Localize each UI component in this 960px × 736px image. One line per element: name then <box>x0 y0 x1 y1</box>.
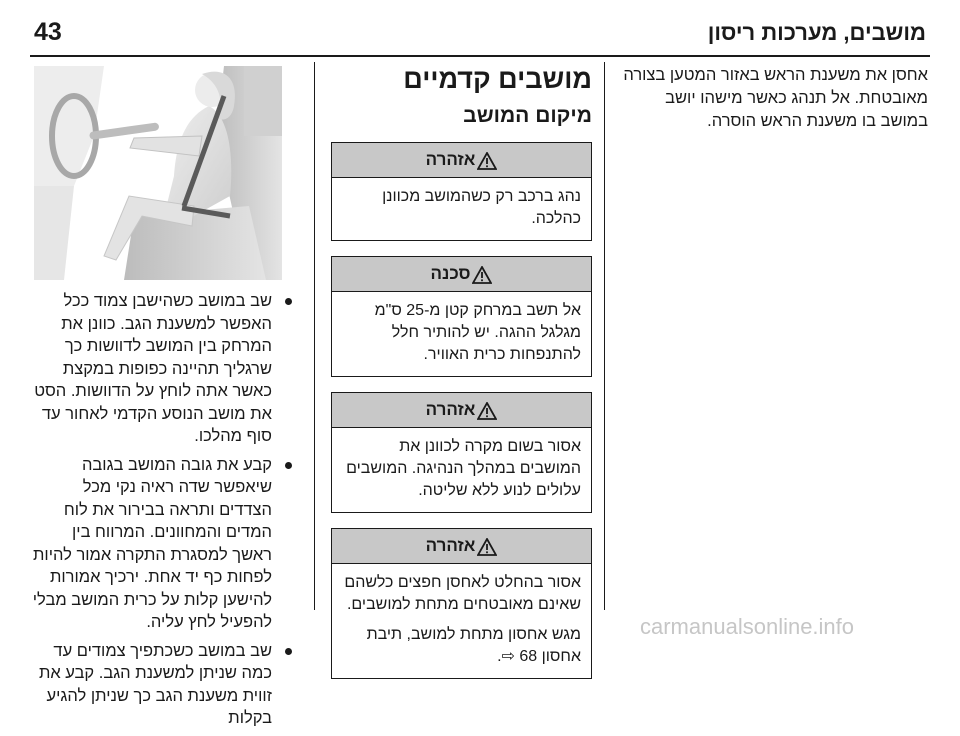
bullet-icon <box>285 648 292 655</box>
column-divider-right <box>604 62 605 610</box>
storage-paragraph: אחסן את משענת הראש באזור המטען בצורה מאובטחת. אל תנהג כאשר מישהו יושב במושב בו משענת הראש הוסרה. <box>623 66 928 130</box>
bullet-icon <box>285 298 292 305</box>
warning-triangle-icon <box>477 402 497 420</box>
warning-box-header <box>332 393 591 428</box>
watermark: carmanualsonline.info <box>640 614 855 639</box>
running-title: מושבים, מערכות ריסון <box>707 20 926 45</box>
column-divider-left <box>314 62 315 610</box>
warning-box <box>331 392 592 513</box>
warning-triangle-icon <box>477 152 497 170</box>
warning-box <box>331 528 592 679</box>
list-item-text: שב במושב כשהישבן צמוד ככל האפשר למשענת הגב. כוונן את המרחק בין המושב לדוושות כך שרגליך תהיינה כפופות במקצת כאשר אתה לוחץ על הדוושות. הסט את מושב הנוסע הקדמי לאחור עד סוף מהלכו. <box>34 292 272 445</box>
warning-box-body <box>332 178 591 240</box>
subsection-title: מיקום המושב <box>463 104 592 127</box>
left-column <box>30 290 294 736</box>
page-number: 43 <box>34 18 62 46</box>
seat-adjust-list <box>30 290 294 730</box>
danger-box-header <box>332 257 591 292</box>
warning-box-heading: אזהרה <box>425 536 476 555</box>
warning-box-header <box>332 143 591 178</box>
bullet-icon <box>285 462 292 469</box>
driver-seat-figure-icon <box>34 66 282 280</box>
seated-driver-illustration <box>34 66 282 280</box>
page-header <box>30 12 930 52</box>
header-rule <box>30 55 930 57</box>
warning-triangle-icon <box>472 266 492 284</box>
warning-triangle-icon <box>477 538 497 556</box>
warning-box-text: אסור בהחלט לאחסן חפצים כלשהם שאינם מאובטחים מתחת למושבים. <box>344 574 581 613</box>
warning-box-heading: אזהרה <box>425 400 476 419</box>
cross-reference-link[interactable]: מגש אחסון מתחת למושב, תיבת אחסון 68 ⇨. <box>366 626 581 665</box>
warning-box-text: אסור בשום מקרה לכוונן את המושבים במהלך הנהיגה. המושבים עלולים לנוע ללא שליטה. <box>346 438 581 499</box>
list-item-text: שב במושב כשכתפיך צמודים עד כמה שניתן למשענת הגב. קבע את זווית משענת הגב כך שניתן להגיע בקלות <box>38 641 272 727</box>
warning-box <box>331 142 592 241</box>
danger-box-body <box>332 292 591 376</box>
danger-box-heading: סכנה <box>430 264 471 283</box>
danger-box <box>331 256 592 377</box>
danger-box-text: אל תשב במרחק קטן מ-25 ס"מ מגלגל ההגה. יש להותיר חלל להתנפחות כרית האוויר. <box>374 302 581 363</box>
section-title: מושבים קדמיים <box>403 64 592 94</box>
warning-box-body <box>332 564 591 678</box>
warning-box-heading: אזהרה <box>425 150 476 169</box>
list-item-text: קבע את גובה המושב בגובה שיאפשר שדה ראיה נקי מכל הצדדים ותראה בבירור את לוח המדים והמחוונים. המרווח בין ראשך למסגרת התקרה אמור להיות לפחות כף יד אחת. ירכיך אמורות להישען קלות על כרית המושב מבלי להפעיל לחץ עליה. <box>32 455 272 631</box>
list-item <box>30 454 294 634</box>
warning-box-text: נהג ברכב רק כשהמושב מכוונן כהלכה. <box>382 188 581 227</box>
warning-box-header <box>332 529 591 564</box>
middle-column <box>331 62 592 694</box>
right-column <box>622 64 928 133</box>
list-item <box>30 640 294 730</box>
warning-box-body <box>332 428 591 512</box>
list-item <box>30 290 294 448</box>
